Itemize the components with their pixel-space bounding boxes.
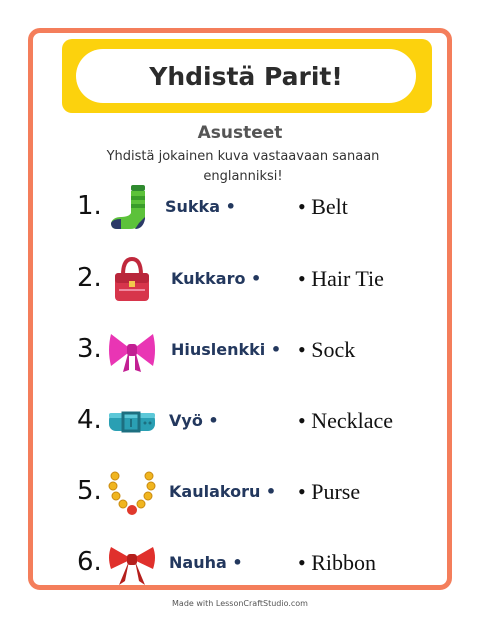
- match-row-4: [33, 397, 447, 447]
- finnish-word: Kukkaro •: [171, 269, 262, 288]
- item-number: 5.: [77, 476, 102, 506]
- instructions-line-1: Yhdistä jokainen kuva vastaavaan sanaan: [106, 149, 380, 164]
- item-number: 1.: [77, 191, 102, 221]
- page-title: Yhdistä Parit!: [149, 61, 343, 91]
- match-row-2: [33, 255, 447, 305]
- ribbon-icon: [105, 539, 159, 589]
- item-number: 6.: [77, 547, 102, 577]
- match-row-1: [33, 183, 447, 233]
- item-number: 4.: [77, 405, 102, 435]
- item-number: 2.: [77, 263, 102, 293]
- footer-credit: Made with LessonCraftStudio.com: [172, 599, 308, 608]
- finnish-word: Nauha •: [169, 553, 243, 572]
- english-word: • Belt: [298, 194, 348, 219]
- sock-icon: [105, 183, 159, 233]
- necklace-icon: [105, 468, 159, 518]
- purse-icon: [105, 255, 159, 305]
- title-pill: [76, 49, 416, 103]
- english-word: • Necklace: [298, 408, 394, 433]
- instructions: [73, 147, 413, 187]
- worksheet-frame: [28, 28, 452, 590]
- match-row-3: [33, 326, 447, 376]
- match-row-5: [33, 468, 447, 518]
- english-word: • Sock: [298, 337, 356, 362]
- finnish-word: Vyö •: [169, 411, 219, 430]
- match-row-6: [33, 539, 447, 589]
- hair-bow-icon: [105, 326, 159, 376]
- finnish-word: Sukka •: [165, 197, 236, 216]
- finnish-word: Kaulakoru •: [169, 482, 277, 501]
- worksheet-subtitle: Asusteet: [197, 123, 283, 143]
- english-word: • Hair Tie: [298, 266, 384, 291]
- finnish-word: Hiuslenkki •: [171, 340, 282, 359]
- item-number: 3.: [77, 334, 102, 364]
- english-word: • Purse: [298, 479, 361, 504]
- belt-icon: [105, 397, 159, 447]
- instructions-line-2: englanniksi!: [203, 169, 283, 184]
- english-word: • Ribbon: [298, 550, 376, 575]
- title-banner: [62, 39, 432, 113]
